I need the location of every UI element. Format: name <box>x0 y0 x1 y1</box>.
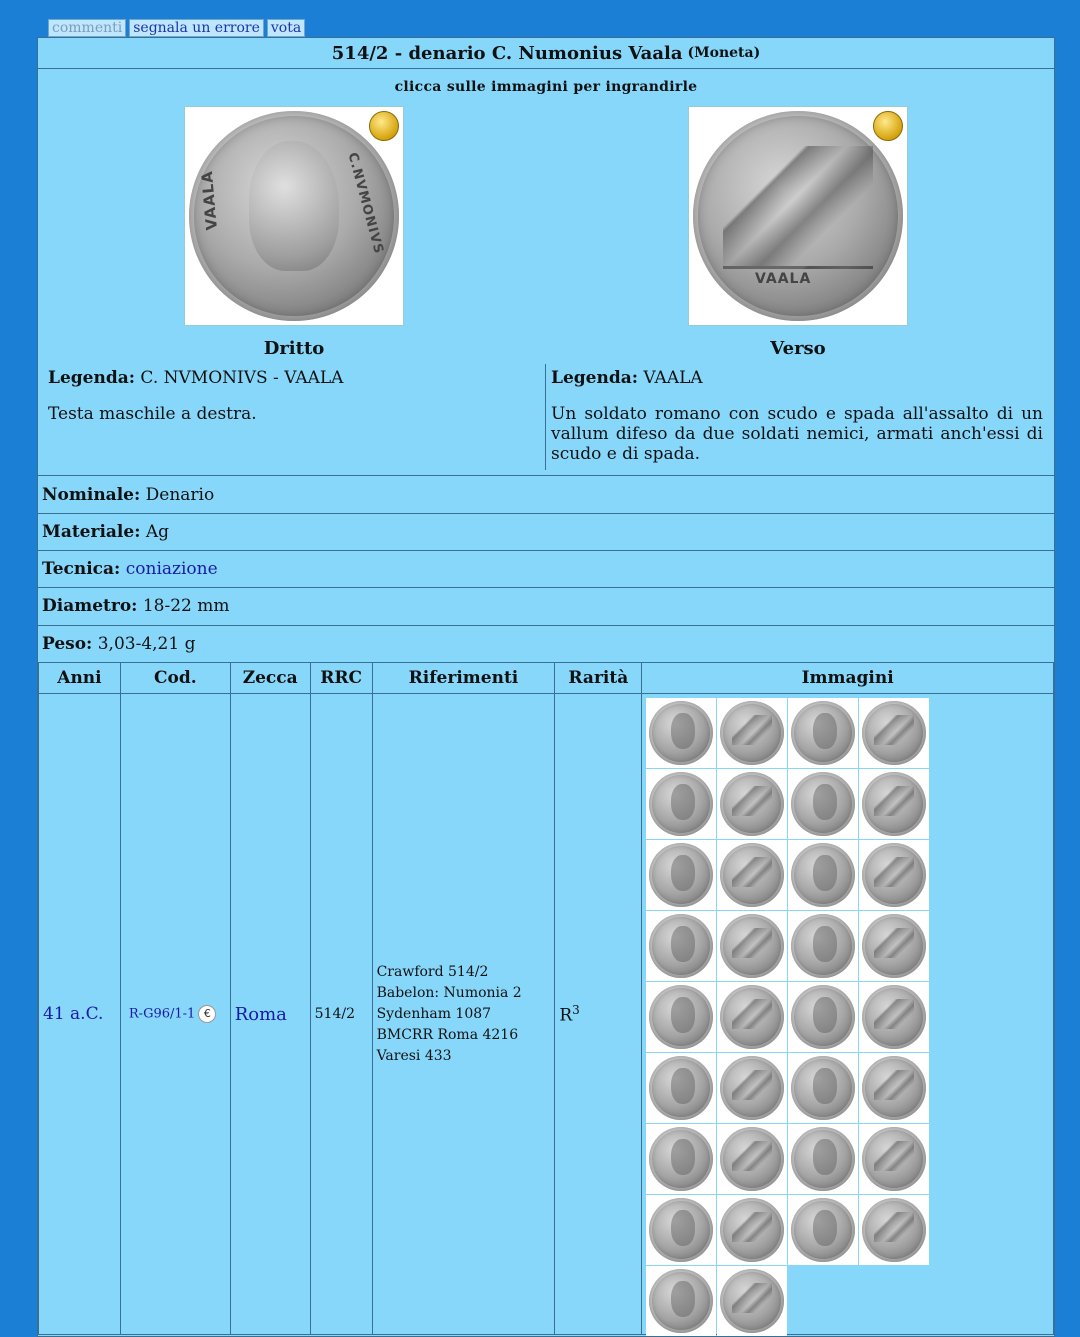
header-zecca: Zecca <box>230 663 310 694</box>
header-anni: Anni <box>39 663 121 694</box>
diametro-label: Diametro: <box>42 596 138 616</box>
nominale-row <box>42 485 214 505</box>
reference-item: BMCRR Roma 4216 <box>376 1026 519 1043</box>
coin-thumbnail[interactable] <box>646 1053 716 1123</box>
click-hint: clicca sulle immagini per ingrandirle <box>394 79 698 95</box>
obverse-thumb-disk <box>791 914 855 978</box>
reverse-label: Verso <box>770 338 826 359</box>
reverse-thumb-disk <box>720 701 784 765</box>
coin-thumbnail[interactable] <box>646 769 716 839</box>
peso-value: 3,03-4,21 g <box>97 634 196 654</box>
cell-riferimenti <box>372 694 555 1335</box>
reverse-thumb-disk <box>720 843 784 907</box>
tab-segnala-errore[interactable]: segnala un errore <box>129 19 264 37</box>
reverse-thumb-disk <box>862 772 926 836</box>
coin-thumbnail[interactable] <box>717 1195 787 1265</box>
reverse-thumb-disk <box>720 1056 784 1120</box>
obverse-thumb-disk <box>649 1056 713 1120</box>
materiale-label: Materiale: <box>42 522 141 542</box>
reverse-thumb-disk <box>720 1198 784 1262</box>
cell-immagini <box>642 694 1054 1335</box>
reverse-legenda-label: Legenda: <box>551 368 639 388</box>
obverse-thumb-disk <box>791 1198 855 1262</box>
portrait-head <box>249 141 339 271</box>
obverse-legenda <box>48 368 343 388</box>
obverse-coin-disk <box>189 111 399 321</box>
peso-row <box>42 634 195 654</box>
obverse-legenda-label: Legenda: <box>48 368 136 388</box>
coin-thumbnail[interactable] <box>788 982 858 1052</box>
coin-thumbnail[interactable] <box>859 911 929 981</box>
header-rrc: RRC <box>310 663 372 694</box>
coin-thumbnail[interactable] <box>788 911 858 981</box>
header-riferimenti: Riferimenti <box>372 663 555 694</box>
coin-thumbnail[interactable] <box>788 1124 858 1194</box>
euro-icon[interactable]: € <box>198 1005 216 1023</box>
coin-thumbnail[interactable] <box>788 769 858 839</box>
coin-thumbnail[interactable] <box>646 1195 716 1265</box>
cell-rrc: 514/2 <box>310 694 372 1335</box>
zecca-link[interactable]: Roma <box>234 1003 287 1025</box>
obverse-thumb-disk <box>791 985 855 1049</box>
reverse-thumb-disk <box>862 1198 926 1262</box>
coin-thumbnail[interactable] <box>717 1266 787 1336</box>
tab-bar <box>48 19 305 37</box>
coin-thumbnail[interactable] <box>859 769 929 839</box>
coin-thumbnail[interactable] <box>646 840 716 910</box>
reference-item: Varesi 433 <box>376 1047 452 1064</box>
peso-label: Peso: <box>42 634 93 654</box>
obverse-image[interactable] <box>184 106 404 326</box>
obverse-thumb-disk <box>649 772 713 836</box>
cell-cod <box>120 694 230 1335</box>
issues-table <box>38 662 1054 1335</box>
tecnica-link[interactable]: coniazione <box>125 559 218 579</box>
cell-zecca <box>230 694 310 1335</box>
obverse-coin-text-left: VAALA <box>197 169 221 231</box>
divider <box>38 475 1054 476</box>
divider <box>38 513 1054 514</box>
gold-badge-icon <box>369 111 399 141</box>
table-header-row <box>39 663 1054 694</box>
coin-thumbnail[interactable] <box>859 1195 929 1265</box>
cell-rarita <box>555 694 642 1335</box>
coin-thumbnail[interactable] <box>788 1195 858 1265</box>
reference-item: Babelon: Numonia 2 <box>376 984 522 1001</box>
tecnica-row <box>42 559 218 579</box>
obverse-thumb-disk <box>649 843 713 907</box>
reference-item: Crawford 514/2 <box>376 963 489 980</box>
cod-link[interactable]: R-G96/1-1 <box>128 1006 196 1022</box>
coin-thumbnail[interactable] <box>717 698 787 768</box>
coin-thumbnail[interactable] <box>646 1266 716 1336</box>
obverse-thumb-disk <box>791 701 855 765</box>
title-subtitle: (Moneta) <box>687 45 761 61</box>
title-text: 514/2 - denario C. Numonius Vaala <box>331 42 683 64</box>
obverse-thumb-disk <box>791 843 855 907</box>
obverse-thumb-disk <box>649 1127 713 1191</box>
nominale-label: Nominale: <box>42 485 141 505</box>
obverse-thumb-disk <box>649 914 713 978</box>
coin-thumbnail[interactable] <box>717 840 787 910</box>
obverse-thumb-disk <box>791 772 855 836</box>
divider <box>38 587 1054 588</box>
obverse-description: Testa maschile a destra. <box>48 404 257 424</box>
coin-thumbnail[interactable] <box>859 1053 929 1123</box>
coin-thumbnail[interactable] <box>646 982 716 1052</box>
diametro-value: 18-22 mm <box>142 596 230 616</box>
reverse-thumb-disk <box>862 843 926 907</box>
coin-thumbnail[interactable] <box>859 1124 929 1194</box>
coin-thumbnail[interactable] <box>859 840 929 910</box>
reverse-thumb-disk <box>862 1056 926 1120</box>
obverse-coin-text-right: C.NVMONIVS <box>344 151 387 256</box>
obverse-label: Dritto <box>263 338 325 359</box>
coin-thumbnail[interactable] <box>717 911 787 981</box>
coin-sheet <box>37 37 1055 1337</box>
rarita-value: R <box>559 1005 573 1026</box>
header-immagini: Immagini <box>642 663 1054 694</box>
reverse-thumb-disk <box>720 772 784 836</box>
reference-item: Sydenham 1087 <box>376 1005 492 1022</box>
coin-thumbnail[interactable] <box>717 769 787 839</box>
gold-badge-icon <box>873 111 903 141</box>
table-row <box>39 694 1054 1335</box>
coin-thumbnail[interactable] <box>646 698 716 768</box>
coin-thumbnail[interactable] <box>788 698 858 768</box>
tab-commenti[interactable]: commenti <box>48 19 126 37</box>
reverse-coin-disk <box>693 111 903 321</box>
obverse-thumb-disk <box>649 1198 713 1262</box>
coin-thumbnail[interactable] <box>717 1124 787 1194</box>
coin-thumbnail[interactable] <box>717 1053 787 1123</box>
tab-vota[interactable]: vota <box>267 19 305 37</box>
page-title <box>38 38 1054 69</box>
reverse-thumb-disk <box>720 914 784 978</box>
anni-link[interactable]: 41 a.C. <box>43 1004 104 1024</box>
reverse-legenda <box>551 368 703 388</box>
obverse-thumb-disk <box>791 1127 855 1191</box>
reverse-legenda-value: VAALA <box>643 368 703 388</box>
reverse-thumb-disk <box>862 914 926 978</box>
reverse-thumb-disk <box>720 1269 784 1333</box>
thumbnail-grid <box>646 698 936 1334</box>
reverse-image[interactable] <box>688 106 908 326</box>
face-divider <box>545 364 546 470</box>
coin-thumbnail[interactable] <box>788 840 858 910</box>
reverse-thumb-disk <box>862 985 926 1049</box>
coin-thumbnail[interactable] <box>859 698 929 768</box>
obverse-thumb-disk <box>649 985 713 1049</box>
nominale-value: Denario <box>145 485 215 505</box>
tecnica-label: Tecnica: <box>42 559 121 579</box>
header-rarita: Rarità <box>555 663 642 694</box>
cell-anni <box>39 694 121 1335</box>
reverse-thumb-disk <box>862 701 926 765</box>
coin-thumbnail[interactable] <box>859 982 929 1052</box>
header-cod: Cod. <box>120 663 230 694</box>
materiale-row <box>42 522 169 542</box>
divider <box>38 625 1054 626</box>
rarita-exponent: 3 <box>572 1002 580 1017</box>
diametro-row <box>42 596 230 616</box>
coin-thumbnail[interactable] <box>646 911 716 981</box>
reverse-thumb-disk <box>720 1127 784 1191</box>
reverse-thumb-disk <box>720 985 784 1049</box>
obverse-thumb-disk <box>649 701 713 765</box>
obverse-thumb-disk <box>649 1269 713 1333</box>
coin-thumbnail[interactable] <box>717 982 787 1052</box>
obverse-legenda-value: C. NVMONIVS - VAALA <box>140 368 344 388</box>
materiale-value: Ag <box>145 522 170 542</box>
reverse-thumb-disk <box>862 1127 926 1191</box>
coin-thumbnail[interactable] <box>646 1124 716 1194</box>
battle-scene <box>723 146 873 269</box>
divider <box>38 550 1054 551</box>
reverse-description: Un soldato romano con scudo e spada all'assalto di un vallum difeso da due soldati nemici, armati anch'essi di scudo e di spada. <box>551 404 1043 464</box>
coin-thumbnail[interactable] <box>788 1053 858 1123</box>
reverse-coin-text: VAALA <box>755 271 812 287</box>
obverse-thumb-disk <box>791 1056 855 1120</box>
